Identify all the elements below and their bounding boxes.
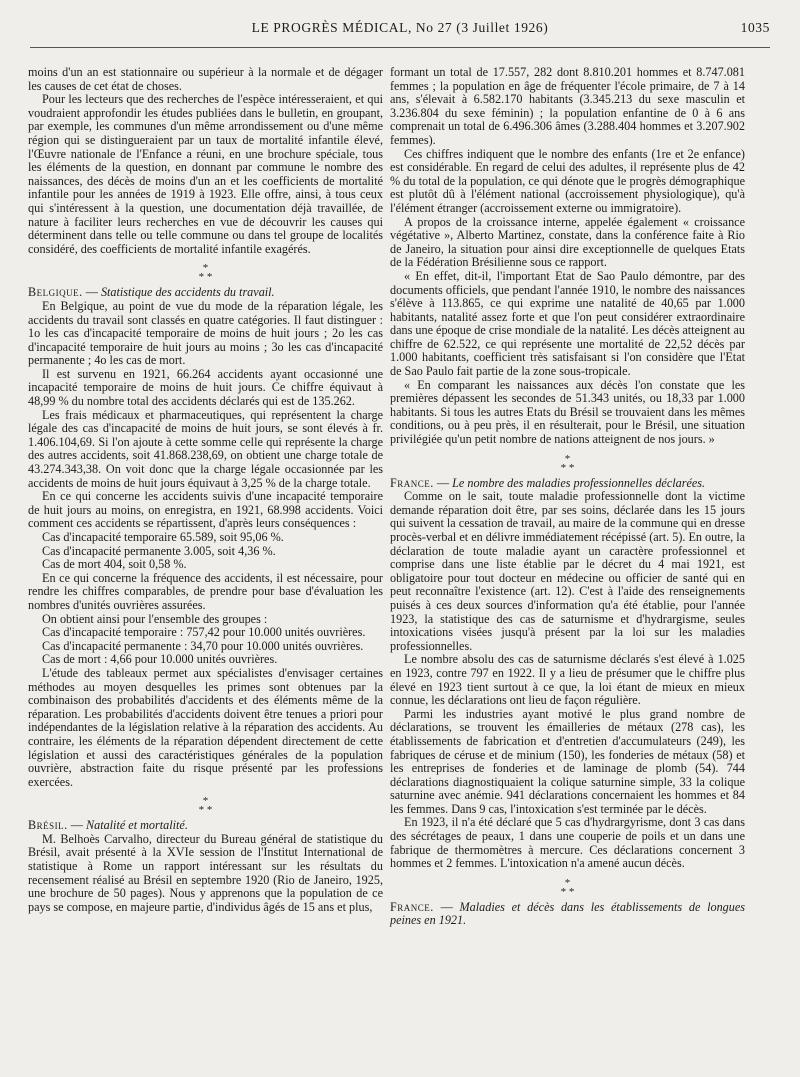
paragraph: L'étude des tableaux permet aux spécialistes d'envisager certaines méthodes au moyen desquelles les primes sont obtenues par la combinaison des probabilités d'accidents et des éléments même de la réparation. Les probabilités d'accidents doivent être tenues a priori pour indépendantes de la législation relative à la réparation des accidents. Au contraire, les éléments de la réparation dépendent directement de cette législation et aussi des caractéristiques générales de la population ouvrière, abstraction faite du risque présenté par les professions exercées. xyxy=(28,665,383,789)
paragraph: Cas d'incapacité permanente : 34,70 pour 10.000 unités ouvrières. xyxy=(42,638,364,653)
left-column xyxy=(28,66,383,914)
section-country: Brésil. xyxy=(28,818,68,833)
paragraph: Cas d'incapacité permanente 3.005, soit 4,36 %. xyxy=(42,543,276,558)
section-heading-bresil: Brésil. — Natalité et mortalité. xyxy=(28,818,188,833)
section-title: Statistique des accidents du travail. xyxy=(100,285,275,300)
paragraph: Ces chiffres indiquent que le nombre des enfants (1re et 2e enfance) est considérable. En regard de celui des adultes, il représente plus de 42 % du total de la population, ce qui dénote que le progrès démographique est plutôt dû à l'élément national (accroissement physiologique), qu'à l'élément étranger (accroissement externe ou immigratoire). xyxy=(390,146,745,215)
section-title: Natalité et mortalité. xyxy=(85,818,188,833)
journal-title: LE PROGRÈS MÉDICAL, No 27 (3 Juillet 1926) xyxy=(251,20,549,35)
paragraph: Il est survenu en 1921, 66.264 accidents ayant occasionné une incapacité temporaire de moins de huit jours. Ce chiffre équivaut à 48,99 % du nombre total des accidents déclarés qui est de 135.262. xyxy=(28,366,383,409)
paragraph: Pour les lecteurs que des recherches de l'espèce intéresseraient, et qui voudraient approfondir les études publiées dans le bulletin, en groupant, par exemple, les communes d'un même arrondissement ou d'une même région qui se distingueraient par un taux de mortalité infantile élevé, l'Œuvre nationale de l'Enfance a réuni, en une brochure spéciale, tous les éléments de la question, en donnant par commune le nombre des naissances, des décès de moins d'un an et les coefficients de mortalité infantile pour les années de 1919 à 1923. Elle offre, ainsi, à tous ceux qui s'intéressent à la question, une documentation déjà travaillée, de nature à faciliter leurs recherches en vue de découvrir les causes qui déterminent dans telle ou telle commune ou dans tel groupe de localités considéré, des coefficients de mortalité infantile exagérés. xyxy=(28,92,383,256)
right-column xyxy=(390,66,745,928)
paragraph: moins d'un an est stationnaire ou supérieur à la normale et de dégager les causes de cet état de choses. xyxy=(28,65,383,93)
section-separator: * * * xyxy=(560,876,575,898)
paragraph: En 1923, il n'a été déclaré que 5 cas d'hydrargyrisme, dont 3 cas dans des sécrétages de peaux, 1 dans une couperie de poils et un dans une fabrique de thermomètres à mercure. Ces déclarations concernent 3 hommes et 2 femmes. L'intoxication n'a amené aucun décès. xyxy=(390,815,745,871)
section-separator: * * * xyxy=(198,795,213,817)
paragraph: En Belgique, au point de vue du mode de la réparation légale, les accidents du travail sont classés en quatre catégories. Il faut distinguer : 1o les cas d'incapacité temporaire de moins de huit jours ; 2o les cas d'incapacité temporaire de huit jours au moins ; 3o les cas d'incapacité permanente ; 4o les cas de mort. xyxy=(28,298,383,368)
paragraph: « En effet, dit-il, l'important Etat de Sao Paulo démontre, par des documents officiels, que pendant l'année 1910, le nombre des naissances s'élève à 113.865, ce qui exprime une natalité de 40,65 par 1.000 habitants, natalité assez forte et que l'on peut considérer extraordinaire dans une époque de crise mondiale de la natalité. Les décès atteignent au chiffre de 62.522, ce qui représente une mortalité de 22,52 décès par 1.000 habitants, coefficient très satisfaisant si l'on considère que l'Etat de Sao Paulo fait partie de la zone sous-tropicale. xyxy=(390,268,745,379)
section-title: Maladies et décès dans les établissements de longues peines en 1921. xyxy=(390,899,746,928)
section-heading-france-maladies: France. — Le nombre des maladies professionnelles déclarées. xyxy=(390,475,706,490)
page-number: 1035 xyxy=(740,20,770,35)
paragraph: Cas d'incapacité temporaire 65.589, soit 95,06 %. xyxy=(42,530,284,544)
paragraph: Comme on le sait, toute maladie professionnelle dont la victime demande réparation doit être, par ses soins, déclarée dans les 15 jours qui suivent la cessation de travail, au maire de la commune qui en dresse procès-verbal et en délivre immédiatement récépissé (art. 5). En outre, la déclaration de toute maladie ayant un caractère professionnel et comprise dans une liste établie par le décret du 4 mai 1921, est obligatoire pour tout docteur en médecine ou officier de santé qui en peut reconnaître l'existence (art. 12). C'est à l'aide des renseignements puisés à ces deux sources d'information qu'a été établie, pour l'année 1923, la statistique des cas de saturnisme et d'hydrargisme, seules intoxications visées jusqu'à présent par la loi sur les maladies professionnelles. xyxy=(390,489,745,653)
paragraph: Cas de mort 404, soit 0,58 %. xyxy=(42,557,187,572)
paragraph: « En comparant les naissances aux décès l'on constate que les premières dépassent les secondes de 51.343 unités, ou 18,33 par 1.000 habitants. Si tous les autres Etats du Brésil se trouvaient dans les mêmes conditions, ou à peu près, il en résulterait, pour le Brésil, une situation privilégiée qu'un petit nombre de nations atteignent de nos jours. » xyxy=(390,377,745,447)
paragraph: Parmi les industries ayant motivé le plus grand nombre de déclarations, se trouvent les émailleries de métaux (278 cas), les établissements de fabrication et d'entretien d'accumulateurs (249), les fabriques de céruse et de minium (150), les fonderies de métaux (58) et les entreprises de fonderies et de laminage de plomb (54). 744 déclarations diagnostiquaient la colique saturnine simple, 33 la colique saturnine avec anémie. 941 déclarations concernaient les hommes et 84 les femmes. Dans 9 cas, l'intoxication s'est terminée par le décès. xyxy=(390,706,745,816)
section-title: Le nombre des maladies professionnelles déclarées. xyxy=(452,475,706,490)
paragraph: Cas de mort : 4,66 pour 10.000 unités ouvrières. xyxy=(42,652,278,667)
section-country: France. xyxy=(390,899,434,914)
paragraph: Cas d'incapacité temporaire : 757,42 pour 10.000 unités ouvrières. xyxy=(42,625,366,640)
paragraph: En ce qui concerne la fréquence des accidents, il est nécessaire, pour rendre les chiffres comparables, de prendre pour base d'évaluation les nombres d'unités ouvrières assurées. xyxy=(28,570,383,612)
section-separator: * * * xyxy=(198,262,213,284)
section-heading-france-deces: France. — Maladies et décès dans les établissements de longues peines en 1921. xyxy=(390,899,746,928)
section-separator: * * * xyxy=(560,452,575,474)
section-country: France. xyxy=(390,475,434,490)
paragraph: On obtient ainsi pour l'ensemble des groupes : xyxy=(42,611,268,626)
running-header xyxy=(30,20,770,42)
paragraph: En ce qui concerne les accidents suivis d'une incapacité temporaire de huit jours au moins, on enregistra, en 1921, 68.998 accidents. Voici comment ces accidents se répartissent, d'après leurs conséquences : xyxy=(28,489,383,531)
paragraph: Les frais médicaux et pharmaceutiques, qui représentent la charge légale des cas d'incapacité de moins de huit jours, se sont élevés à fr. 1.406.104,69. Si l'on ajoute à cette somme celle qui représente la charge des autres accidents, soit 41.868.238,69, on obtient une charge totale de 43.274.343,38. On voit donc que la charge légale occasionnée par les accidents de moins de huit jours équivaut à 3,25 % de la charge totale. xyxy=(28,407,383,490)
paragraph: A propos de la croissance interne, appelée également « croissance végétative », Alberto Martinez, constate, dans la conférence faite à Rio de Janeiro, la situation pour ainsi dire exceptionnelle de quelques Etats de la Fédération Brésilienne sous ce rapport. xyxy=(390,214,745,270)
paragraph: M. Belhoès Carvalho, directeur du Bureau général de statistique du Brésil, avait présenté à la XVIe session de l'Institut International de statistique à Rome un rapport intéressant sur les résultats du recensement réalisé au Brésil en septembre 1920 (Rio de Janeiro, 1925, une brochure de 50 pages). Nous y apprenons que la population de ce pays se compose, en majeure partie, d'individus âgés de 15 ans et plus, xyxy=(28,831,383,914)
paragraph: formant un total de 17.557, 282 dont 8.810.201 hommes et 8.747.081 femmes ; la population en âge de fréquenter l'école primaire, de 7 à 14 ans, s'élevait à 6.582.170 habitants (3.345.213 du sexe masculin et 3.236.804 du sexe féminin) ; la population enfantine de 0 à 6 ans comprenait un total de 6.496.306 âmes (3.288.404 hommes et 3.207.902 femmes). xyxy=(390,65,745,147)
paragraph: Le nombre absolu des cas de saturnisme déclarés s'est élevé à 1.025 en 1923, contre 797 en 1922. Il y a lieu de présumer que le chiffre plus élevé en 1923 tient surtout à ce que, la loi étant de mieux en mieux connue, les déclarations ont lieu de façon régulière. xyxy=(390,652,745,708)
header-rule xyxy=(30,47,770,48)
section-heading-belgique: Belgique. — Statistique des accidents du travail. xyxy=(28,285,275,300)
section-country: Belgique. xyxy=(28,285,83,300)
